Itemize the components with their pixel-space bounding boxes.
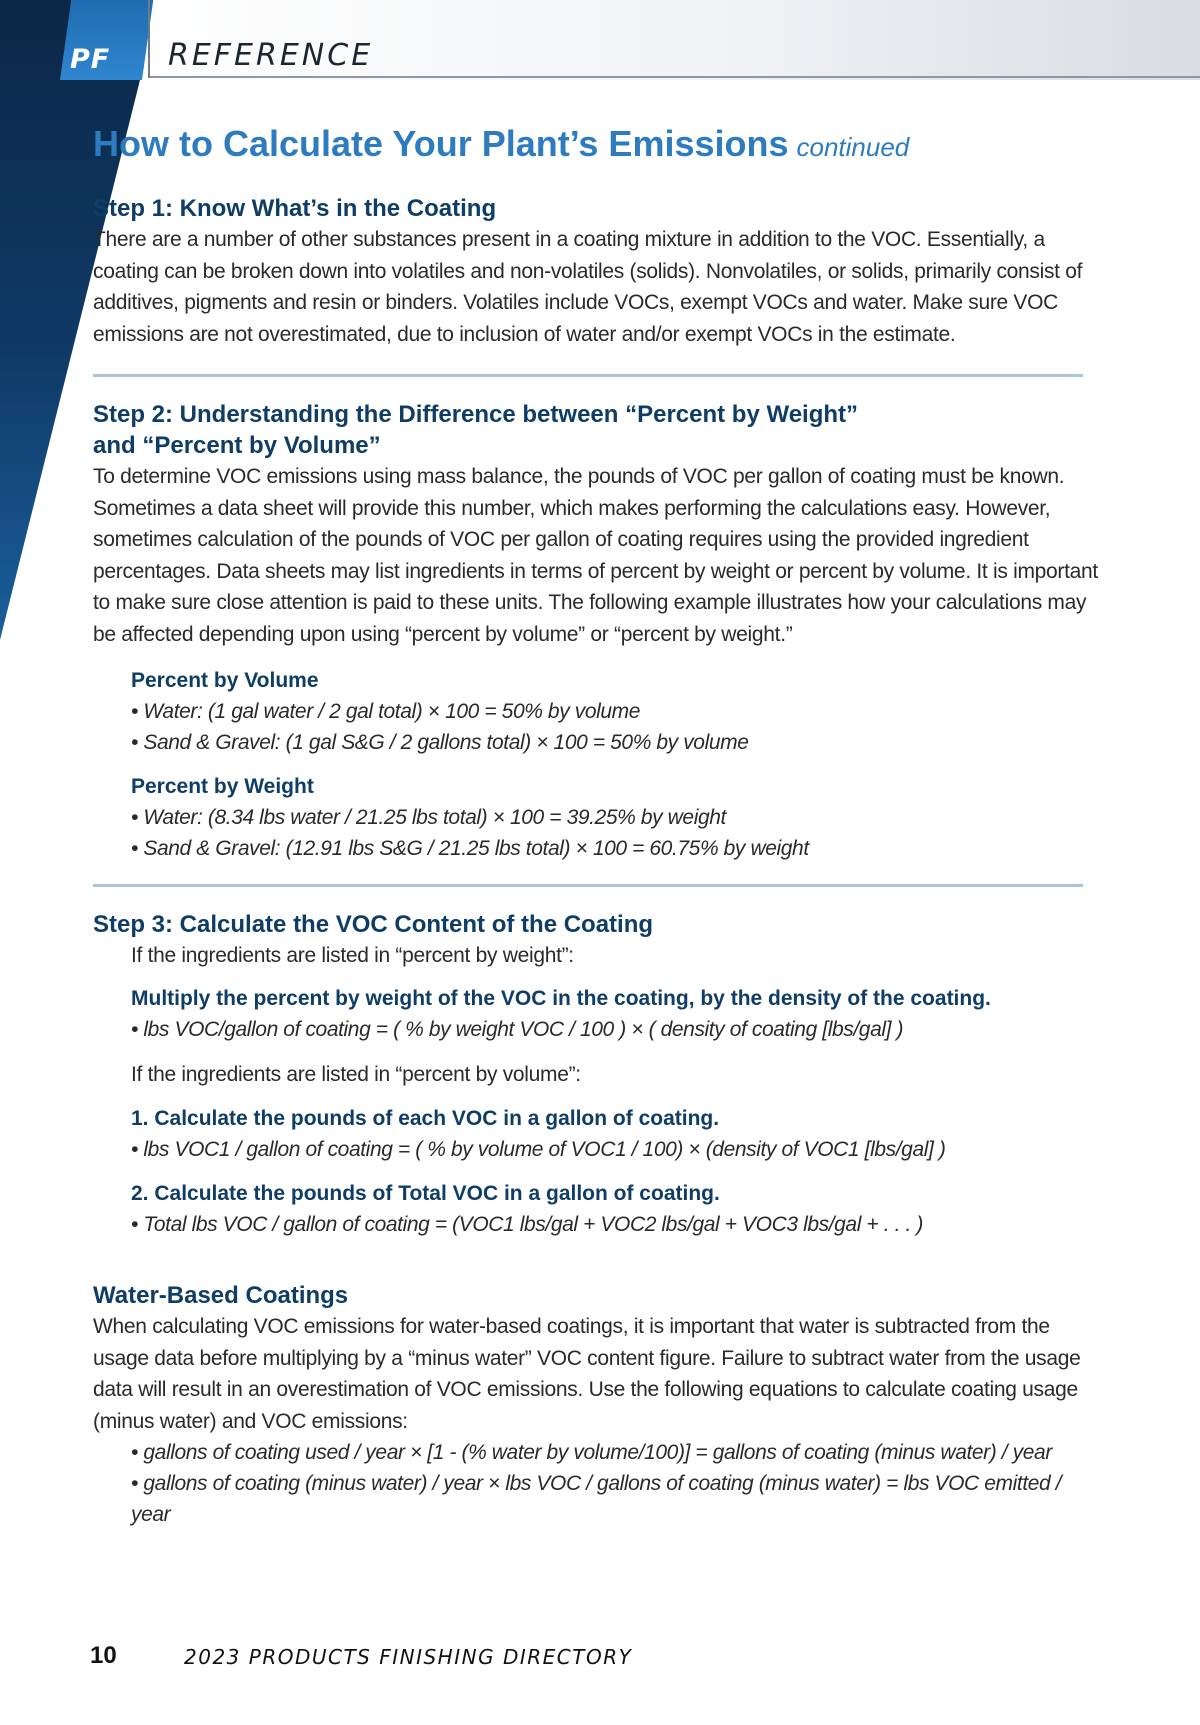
water-body: When calculating VOC emissions for water-based coatings, it is important that water is subtracted from the usage data before multiplying by a “minus water” VOC content figure. Failure to subtract water from the usage data will result in an overestimation of VOC emissions. Use the following equations to calculate coating usage (minus water) and VOC emissions: [93, 1315, 1081, 1433]
step2-heading-line2: and “Percent by Volume” [93, 432, 381, 459]
percent-weight-heading: Percent by Weight [131, 775, 314, 798]
step3-intro-volume: If the ingredients are listed in “percent by volume”: [131, 1062, 581, 1086]
step1-heading: Step 1: Know What’s in the Coating [93, 195, 497, 222]
weight-subheading: Multiply the percent by weight of the VOC in the coating, by the density of the coating. [131, 986, 991, 1010]
step3-block [93, 940, 1103, 1240]
step3-intro-weight: If the ingredients are listed in “percent by weight”: [131, 944, 574, 967]
volume-formula-1: • lbs VOC1 / gallon of coating = ( % by volume of VOC1 / 100) × (density of VOC1 [lbs/gal] ) [131, 1138, 946, 1161]
volume-subheading-2: 2. Calculate the pounds of Total VOC in a gallon of coating. [131, 1182, 720, 1205]
list-item: • gallons of coating used / year × [1 - (% water by volume/100)] = gallons of coating (minus water) / year [131, 1441, 1052, 1464]
list-item: • Sand & Gravel: (12.91 lbs S&G / 21.25 lbs total) × 100 = 60.75% by weight [131, 837, 809, 860]
step2-heading-line1: Step 2: Understanding the Difference between “Percent by Weight” [93, 401, 859, 428]
list-item: • Sand & Gravel: (1 gal S&G / 2 gallons total) × 100 = 50% by volume [131, 731, 749, 754]
page-number: 10 [90, 1642, 117, 1669]
list-item: • Water: (1 gal water / 2 gal total) × 100 = 50% by volume [131, 700, 641, 723]
weight-formula: • lbs VOC/gallon of coating = ( % by weight VOC / 100 ) × ( density of coating [lbs/gal] ) [131, 1017, 904, 1041]
page-title [93, 120, 1103, 171]
list-item: • Water: (8.34 lbs water / 21.25 lbs total) × 100 = 39.25% by weight [131, 806, 726, 829]
list-item: • gallons of coating (minus water) / year × lbs VOC / gallons of coating (minus water) = lbs VOC emitted / year [131, 1472, 1062, 1526]
article-content [93, 120, 1103, 1530]
percent-volume-heading: Percent by Volume [131, 669, 319, 692]
header-underline [150, 76, 1200, 78]
step1-body: There are a number of other substances present in a coating mixture in addition to the VOC. Essentially, a coating can be broken down into volatiles and non-volatiles (solids). Nonvolatiles, or solids, primarily consist of additives, pigments and resin or binders. Volatiles include VOCs, exempt VOCs and water. Make sure VOC emissions are not overestimated, due to inclusion of water and/or exempt VOCs in the estimate. [93, 228, 1083, 346]
publication-name: 2023 PRODUCTS FINISHING DIRECTORY [184, 1645, 633, 1669]
step2-body: To determine VOC emissions using mass balance, the pounds of VOC per gallon of coating must be known. Sometimes a data sheet will provide this number, which makes performing the calculations easy. However, sometimes calculation of the pounds of VOC per gallon of coating requires using the provided ingredient percentages. Data sheets may list ingredients in terms of percent by weight or percent by volume. It is important to make sure close attention is paid to these units. The following example illustrates how your calculations may be affected depending upon using “percent by volume” or “percent by weight.” [93, 465, 1098, 646]
water-heading: Water-Based Coatings [93, 1282, 349, 1309]
page-title-suffix: continued [796, 132, 910, 162]
water-list [93, 1437, 1103, 1530]
page-title-text: How to Calculate Your Plant’s Emissions [93, 123, 789, 164]
volume-subheading-1: 1. Calculate the pounds of each VOC in a gallon of coating. [131, 1107, 720, 1130]
header-divider [148, 0, 154, 78]
percent-volume-block [93, 666, 1103, 758]
percent-weight-block [93, 772, 1103, 864]
step3-heading: Step 3: Calculate the VOC Content of the Coating [93, 911, 654, 938]
section-title: REFERENCE [168, 38, 374, 73]
volume-formula-2: • Total lbs VOC / gallon of coating = (VOC1 lbs/gal + VOC2 lbs/gal + VOC3 lbs/gal + . . . ) [131, 1213, 923, 1236]
pf-logo: PF [70, 44, 111, 75]
